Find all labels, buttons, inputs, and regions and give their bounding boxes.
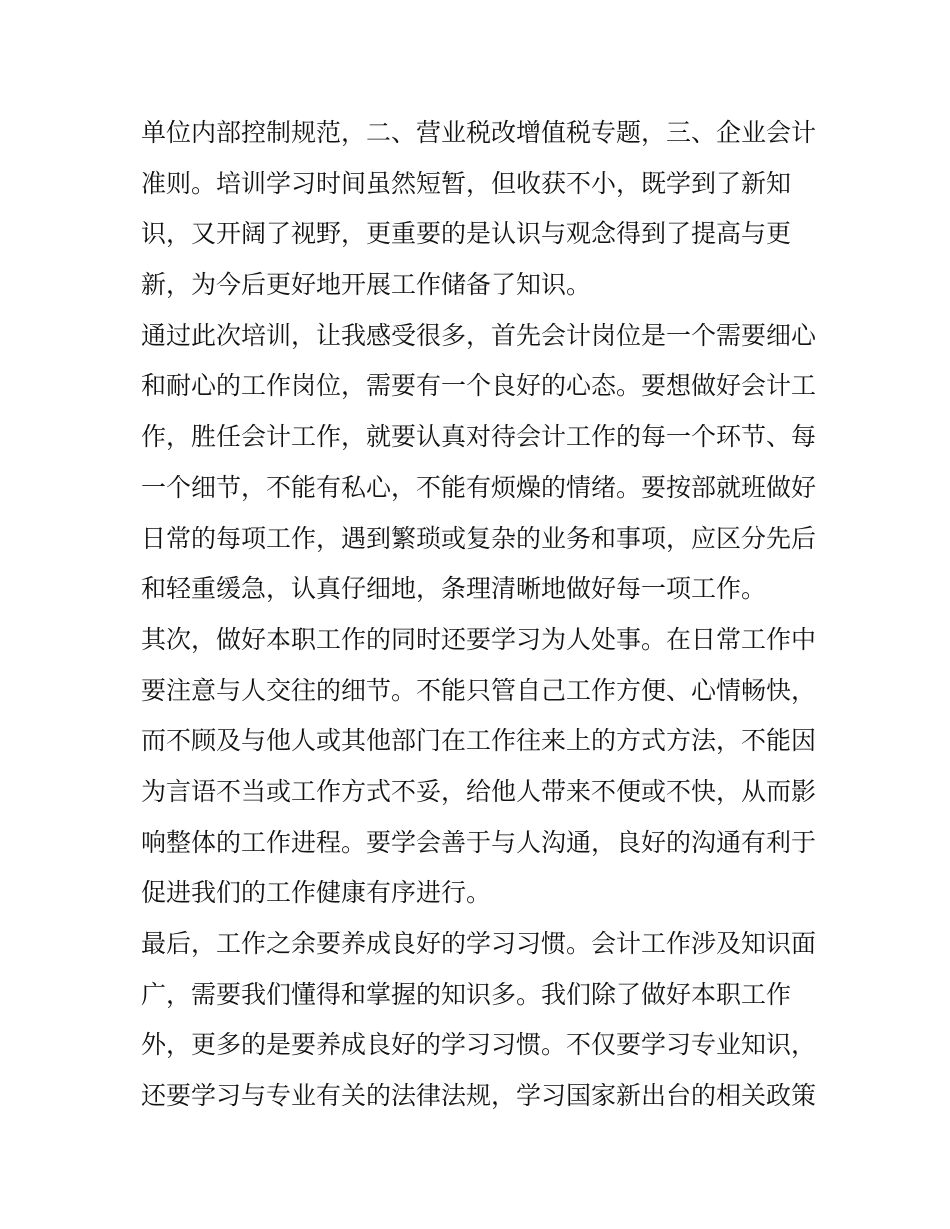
text-line: 响整体的工作进程。要学会善于与人沟通，良好的沟通有利于 — [141, 827, 817, 857]
text-line: 要注意与人交往的细节。不能只管自己工作方便、心情畅快， — [141, 675, 817, 705]
text-line: 其次，做好本职工作的同时还要学习为人处事。在日常工作中 — [141, 624, 817, 654]
document-body — [141, 108, 821, 1122]
text-line: 准则。培训学习时间虽然短暂，但收获不小，既学到了新知 — [141, 168, 792, 198]
text-line: 一个细节，不能有私心，不能有烦燥的情绪。要按部就班做好 — [141, 472, 817, 502]
text-line: 和耐心的工作岗位，需要有一个良好的心态。要想做好会计工 — [141, 371, 817, 401]
text-line: 外，更多的是要养成良好的学习习惯。不仅要学习专业知识， — [141, 1030, 817, 1060]
text-line: 还要学习与专业有关的法律法规，学习国家新出台的相关政策 — [141, 1081, 817, 1111]
text-line: 通过此次培训，让我感受很多，首先会计岗位是一个需要细心 — [141, 320, 817, 350]
text-line: 日常的每项工作，遇到繁琐或复杂的业务和事项，应区分先后 — [141, 523, 817, 553]
text-line: 而不顾及与他人或其他部门在工作往来上的方式方法，不能因 — [141, 726, 817, 756]
text-line: 促进我们的工作健康有序进行。 — [141, 878, 492, 908]
text-line: 作，胜任会计工作，就要认真对待会计工作的每一个环节、每 — [141, 422, 817, 452]
text-line: 最后，工作之余要养成良好的学习习惯。会计工作涉及知识面 — [141, 929, 817, 958]
text-line: 单位内部控制规范，二、营业税改增值税专题，三、企业会计 — [141, 118, 817, 147]
text-line: 和轻重缓急，认真仔细地，条理清晰地做好每一项工作。 — [141, 574, 767, 604]
text-line: 新，为今后更好地开展工作储备了知识。 — [141, 270, 592, 300]
text-line: 广，需要我们懂得和掌握的知识多。我们除了做好本职工作 — [141, 979, 792, 1009]
text-line: 识，又开阔了视野，更重要的是认识与观念得到了提高与更 — [141, 219, 792, 249]
text-line: 为言语不当或工作方式不妥，给他人带来不便或不快，从而影 — [141, 776, 817, 806]
